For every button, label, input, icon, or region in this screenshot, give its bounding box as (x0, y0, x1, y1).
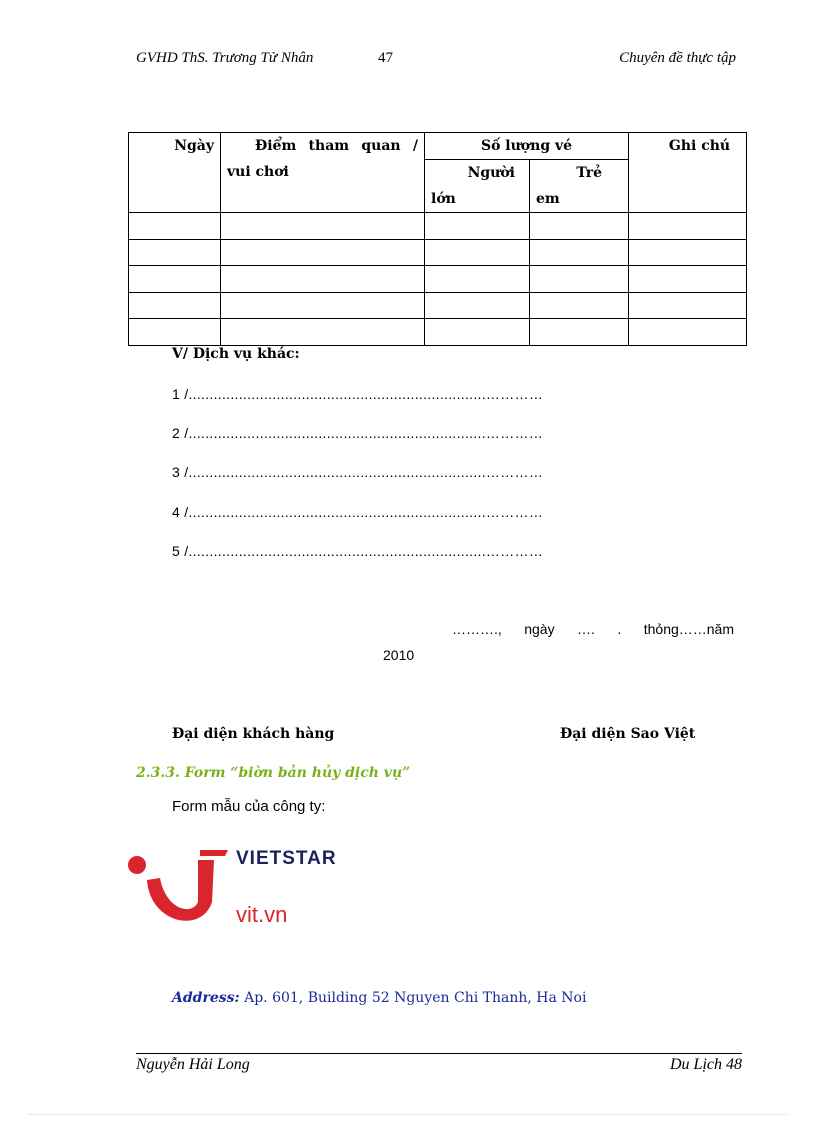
date-line: ………., ngày …. . thỏng……năm (452, 621, 734, 637)
table-cell[interactable] (629, 239, 747, 266)
logo-brand-text: VIETSTAR (236, 848, 337, 869)
table-cell[interactable] (129, 266, 221, 293)
signature-customer: Đại diện khách hàng (172, 726, 335, 742)
table-cell[interactable] (425, 239, 530, 266)
service-line-2[interactable]: 2 /.......................................................................………… (172, 425, 544, 441)
page-bottom-border (28, 1114, 788, 1115)
table-cell[interactable] (129, 319, 221, 346)
table-cell[interactable] (221, 292, 425, 319)
table-cell[interactable] (629, 319, 747, 346)
table-cell[interactable] (129, 292, 221, 319)
table-row (129, 266, 747, 293)
table-cell[interactable] (629, 292, 747, 319)
header-left: GVHD ThS. Trương Tử Nhân (136, 50, 314, 66)
company-address (172, 990, 586, 1006)
col-tickets-header: Số lượng vé (425, 133, 629, 160)
logo-swoosh-icon (147, 860, 214, 921)
other-services-title: V/ Dịch vụ khác: (172, 346, 300, 362)
footer-right: Du Lịch 48 (670, 1056, 742, 1073)
sub-child-line2: em (536, 191, 560, 207)
service-line-1[interactable]: 1 /.......................................................................………… (172, 386, 544, 402)
table-header-row (129, 133, 747, 160)
logo-domain-text: vit.vn (236, 902, 288, 927)
table-cell[interactable] (129, 239, 221, 266)
sub-child-header (530, 160, 629, 213)
sub-child-line1: Trẻ (576, 165, 603, 181)
table-cell[interactable] (221, 266, 425, 293)
table-row (129, 239, 747, 266)
logo-dot-icon (128, 856, 146, 874)
table-cell[interactable] (129, 213, 221, 240)
table-cell[interactable] (530, 292, 629, 319)
sub-adult-line2: lớn (431, 191, 456, 207)
table-row (129, 319, 747, 346)
table-row (129, 292, 747, 319)
service-line-5[interactable]: 5 /.......................................................................………… (172, 543, 544, 559)
footer-divider (136, 1053, 742, 1054)
address-value: Ap. 601, Building 52 Nguyen Chi Thanh, Ha Noi (239, 990, 587, 1006)
sub-adult-header (425, 160, 530, 213)
table-cell[interactable] (425, 266, 530, 293)
footer-left: Nguyễn Hải Long (136, 1056, 250, 1073)
col-place-header (221, 133, 425, 213)
service-line-4[interactable]: 4 /.......................................................................………… (172, 504, 544, 520)
col-note-header: Ghi chú (629, 133, 747, 213)
service-line-3[interactable]: 3 /.......................................................................………… (172, 464, 544, 480)
col-place-line1: Điểm tham quan / (255, 138, 418, 154)
table-cell[interactable] (221, 213, 425, 240)
table-row (129, 213, 747, 240)
col-place-line2: vui chơi (227, 164, 289, 180)
header-page-number: 47 (378, 50, 393, 66)
table-cell[interactable] (221, 319, 425, 346)
form-intro: Form mẫu của công ty: (172, 798, 326, 815)
table-cell[interactable] (530, 213, 629, 240)
signature-company: Đại diện Sao Việt (560, 726, 696, 742)
header-right: Chuyên đề thực tập (619, 50, 736, 66)
section-heading: 2.3.3. Form “biờn bản hủy dịch vụ” (136, 765, 411, 781)
table-cell[interactable] (629, 213, 747, 240)
address-label: Address: (172, 990, 240, 1006)
col-date-header: Ngày (129, 133, 221, 213)
table-cell[interactable] (530, 266, 629, 293)
vietstar-logo (124, 844, 404, 934)
table-cell[interactable] (425, 319, 530, 346)
table-cell[interactable] (425, 213, 530, 240)
table-cell[interactable] (629, 266, 747, 293)
ticket-table (128, 132, 747, 346)
table-cell[interactable] (530, 319, 629, 346)
logo-bar-icon (200, 850, 228, 856)
table-cell[interactable] (530, 239, 629, 266)
date-year: 2010 (383, 647, 415, 663)
table-cell[interactable] (425, 292, 530, 319)
sub-adult-line1: Người (467, 165, 515, 181)
table-cell[interactable] (221, 239, 425, 266)
